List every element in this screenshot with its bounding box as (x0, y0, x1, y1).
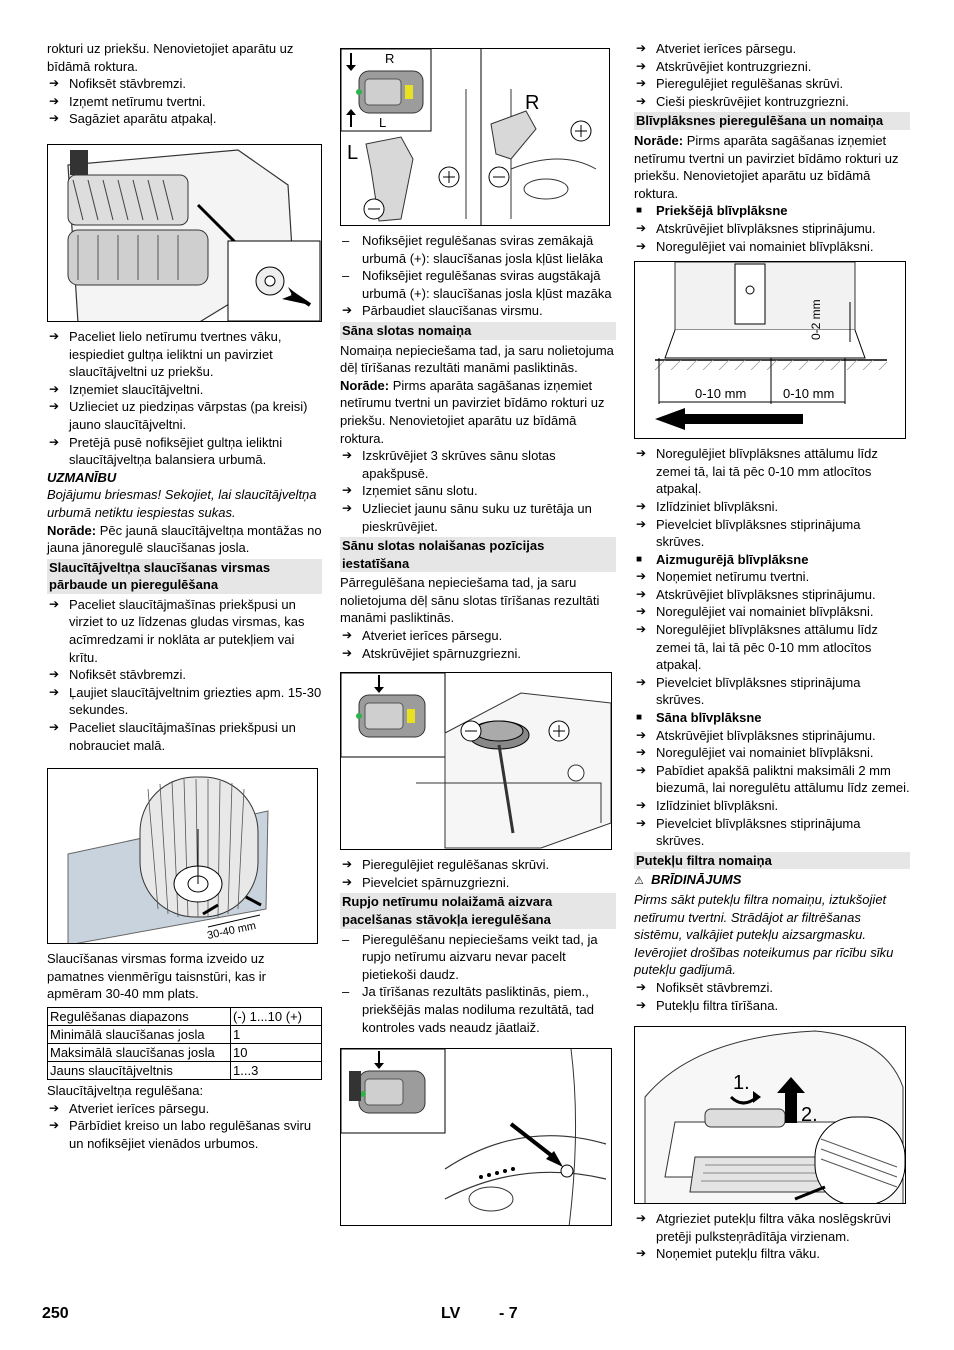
paragraph: Slaucītājveltņa regulēšana: (47, 1083, 204, 1098)
dash-item: – Pieregulēšanu nepieciešams veikt tad, ja rupjo netīrumu aizvaru nevar pacelt pietiekoši daudz. (340, 931, 616, 984)
section-heading: Sānu slotas nolaišanas pozīcijas iestatīšana (340, 537, 616, 572)
warning-text: Pirms sākt putekļu filtra nomaiņu, iztukšojiet netīrumu tvertni. Strādājot ar filtrēšanas sistēmu, valkājiet putekļu aizsargmasku. Ievērojiet drošības noteikumus par rīcību sīku putekļu gadījumā. (634, 891, 894, 978)
note-label: Norāde: (634, 132, 684, 148)
direction-arrow-icon (655, 408, 803, 430)
step: ➔ Paceliet slaucītājmašīnas priekšpusi un virziet to uz līdzenas gludas virsmas, kas acīmredzami ir noklāta ar putekļiem vai krītu. (47, 596, 322, 666)
step: ➔ Sagāziet aparātu atpakaļ. (47, 110, 322, 128)
step: ➔ Pievelciet blīvplāksnes stiprinājuma skrūves. (634, 674, 910, 709)
dash-item: – Nofiksējiet regulēšanas sviras zemākajā urbumā (+): slaucīšanas josla kļūst lielāka (340, 232, 616, 267)
note-label: Norāde: (47, 522, 97, 538)
table-cell: Maksimālā slaucīšanas josla (48, 1044, 231, 1062)
table-cell: 1...3 (231, 1062, 322, 1080)
step: ➔ Atskrūvējiet blīvplāksnes stiprinājumu. (634, 220, 910, 238)
table-row (48, 1008, 322, 1026)
step: ➔ Nofiksēt stāvbremzi. (47, 666, 322, 684)
note (47, 522, 322, 557)
section-heading: Slaucītājveltņa slaucīšanas virsmas pārbaude un pieregulēšana (47, 559, 322, 594)
step: ➔ Noregulējiet vai nomainiet blīvplāksni. (634, 238, 910, 256)
dash-item: – Nofiksējiet regulēšanas sviras augstākajā urbumā (+): slaucīšanas josla kļūst mazāka (340, 267, 616, 302)
paragraph: Nomaiņa nepieciešama tad, ja saru nolietojuma dēļ tīrīšanas rezultāti manāmi pasliktinās. (340, 342, 614, 376)
step: ➔ Pievelciet blīvplāksnes stiprinājuma skrūves. (634, 815, 910, 850)
section-heading: Sāna slotas nomaiņa (340, 322, 616, 340)
language-code: LV (441, 1305, 461, 1322)
step: ➔ Noņemiet netīrumu tvertni. (634, 568, 910, 586)
column-left (47, 40, 322, 1152)
step: ➔ Noregulējiet blīvplāksnes attālumu līdz zemei tā, lai tā pēc 0-10 mm atlocītos atpakaļ. (634, 445, 910, 498)
step: ➔ Pretējā pusē nofiksējiet gultņa ieliktni slaucītājveltņa balansiera urbumā. (47, 434, 322, 469)
step: ➔ Pieregulējiet regulēšanas skrūvi. (340, 856, 616, 874)
figure-side-broom-adjust (340, 672, 612, 850)
step: ➔ Nofiksēt stāvbremzi. (47, 75, 322, 93)
sub-page-number: - 7 (499, 1305, 518, 1322)
subheading: ■ Sāna blīvplāksne (634, 709, 910, 727)
fig-label-0-10mm-left: 0-10 mm (695, 386, 747, 402)
step: ➔ Atskrūvējiet blīvplāksnes stiprinājumu. (634, 727, 910, 745)
step: ➔ Izņemiet sānu slotu. (340, 482, 616, 500)
figure-adjusting-levers (340, 48, 610, 226)
step: ➔ Paceliet lielo netīrumu tvertnes vāku, iespiediet gultņa ieliktni un pavirziet slaucītājveltni uz priekšu. (47, 328, 322, 381)
step: ➔ Atveriet ierīces pārsegu. (634, 40, 910, 58)
section-heading: Blīvplāksnes pieregulēšana un nomaiņa (634, 112, 910, 130)
note-text: Pēc jaunā slaucītājveltņa montāžas no jauna jānoregulē slaucīšanas josla. (47, 522, 322, 556)
step: ➔ Putekļu filtra tīrīšana. (634, 997, 910, 1015)
step: ➔ Izņemiet slaucītājveltni. (47, 381, 322, 399)
step: ➔ Pievelciet blīvplāksnes stiprinājuma skrūves. (634, 516, 910, 551)
fig-label-30-40mm: 30-40 mm (206, 920, 258, 943)
table-cell: Jauns slaucītājveltnis (48, 1062, 231, 1080)
fig-label-0-2mm: 0-2 mm (809, 299, 823, 341)
section-heading: Rupjo netīrumu nolaižamā aizvara pacelšanas stāvokļa ieregulēšana (340, 893, 616, 928)
note-label: Norāde: (340, 377, 390, 393)
column-middle (340, 40, 616, 1232)
step: ➔ Pievelciet spārnuzgriezni. (340, 874, 616, 892)
figure-sweeper-roller-removal (47, 144, 322, 322)
paragraph: Slaucīšanas virsmas forma izveido uz pamatnes vienmērīgu taisnstūri, kas ir apmēram 30-40 mm plats. (47, 951, 266, 1002)
step: ➔ Atveriet ierīces pārsegu. (340, 627, 616, 645)
step: ➔ Pieregulējiet regulēšanas skrūvi. (634, 75, 910, 93)
label-l-big: L (347, 142, 359, 164)
table-cell: 10 (231, 1044, 322, 1062)
table-row (48, 1062, 322, 1080)
step: ➔ Pārbaudiet slaucīšanas virsmu. (340, 302, 616, 320)
subheading: ■ Aizmugurējā blīvplāksne (634, 551, 910, 569)
step: ➔ Noregulējiet vai nomainiet blīvplāksni. (634, 744, 910, 762)
step: ➔ Paceliet slaucītājmašīnas priekšpusi un nobrauciet malā. (47, 719, 322, 754)
note-text: Pirms aparāta sagāšanas izņemiet netīrumu tvertni un pavirziet bīdāmo rokturi uz priekšu. Nenovietojiet aparātu uz bīdāmā roktura. (634, 132, 899, 201)
table-cell: (-) 1...10 (+) (231, 1008, 322, 1026)
section-heading: Putekļu filtra nomaiņa (634, 852, 910, 870)
step: ➔ Noņemiet putekļu filtra vāku. (634, 1245, 910, 1263)
note (340, 377, 616, 447)
page-number: 250 (42, 1305, 69, 1322)
warning-icon: ⚠ (634, 875, 644, 888)
step: ➔ Ļaujiet slaucītājveltnim griezties apm. 15-30 sekundes. (47, 684, 322, 719)
step: ➔ Noregulējiet vai nomainiet blīvplāksni. (634, 603, 910, 621)
table-cell: Minimālā slaucīšanas josla (48, 1026, 231, 1044)
step-one-label: 1. (733, 1072, 750, 1095)
table-cell: Regulēšanas diapazons (48, 1008, 231, 1026)
caution-text: Bojājumu briesmas! Sekojiet, lai slaucītājveltņa urbumā netiktu iespiestas sukas. (47, 487, 317, 520)
step: ➔ Uzlieciet jaunu sānu suku uz turētāja un pieskrūvējiet. (340, 500, 616, 535)
figure-flap-adjust (340, 1048, 612, 1226)
fig-label-0-10mm-right: 0-10 mm (783, 386, 835, 402)
label-r-small: R (385, 51, 395, 66)
note (634, 132, 910, 202)
column-right (634, 40, 910, 1263)
table-row (48, 1044, 322, 1062)
step: ➔ Uzlieciet uz piedziņas vārpstas (pa kreisi) jauno slaucītājveltni. (47, 398, 322, 433)
label-r-big: R (525, 92, 540, 114)
subheading: ■ Priekšējā blīvplāksne (634, 202, 910, 220)
step: ➔ Noregulējiet blīvplāksnes attālumu līdz zemei tā, lai tā pēc 0-10 mm atlocītos atpakaļ. (634, 621, 910, 674)
warning-title (634, 871, 910, 891)
step-two-label: 2. (801, 1104, 818, 1127)
step: ➔ Pārbīdiet kreiso un labo regulēšanas sviru un nofiksējiet vienādos urbumos. (47, 1117, 322, 1152)
step: ➔ Atskrūvējiet spārnuzgriezni. (340, 645, 616, 663)
step: ➔ Atskrūvējiet blīvplāksnes stiprinājumu. (634, 586, 910, 604)
step: ➔ Izskrūvējiet 3 skrūves sānu slotas apakšpusē. (340, 447, 616, 482)
step: ➔ Atveriet ierīces pārsegu. (47, 1100, 322, 1118)
step: ➔ Izlīdziniet blīvplāksni. (634, 498, 910, 516)
step: ➔ Atskrūvējiet kontruzgriezni. (634, 58, 910, 76)
step: ➔ Nofiksēt stāvbremzi. (634, 979, 910, 997)
caution-title: UZMANĪBU (47, 469, 117, 485)
step: ➔ Izņemt netīrumu tvertni. (47, 93, 322, 111)
note-text: Pirms aparāta sagāšanas izņemiet netīrumu tvertni un pavirziet bīdāmo rokturi uz priekšu. Nenovietojiet aparātu uz bīdāmā roktura. (340, 377, 605, 446)
dash-item: – Ja tīrīšanas rezultāts pasliktinās, piem., priekšējās malas nodiluma rezultātā, tad kontroles vads neaudz jāatlaiž. (340, 983, 616, 1036)
label-l-small: L (379, 115, 387, 130)
step: ➔ Pabīdiet apakšā paliktni maksimāli 2 mm biezumā, lai noregulētu attālumu līdz zemei. (634, 762, 910, 797)
figure-sealing-strip (634, 261, 906, 439)
paragraph: Pārregulēšana nepieciešama tad, ja saru nolietojuma dēļ sānu slotas tīrīšanas rezultāti manāmi pasliktinās. (340, 575, 600, 626)
table-row (48, 1026, 322, 1044)
figure-dust-filter (634, 1026, 906, 1204)
step: ➔ Cieši pieskrūvējiet kontruzgriezni. (634, 93, 910, 111)
intro-text: rokturi uz priekšu. Nenovietojiet aparātu uz bīdāmā roktura. (47, 41, 294, 74)
step: ➔ Izlīdziniet blīvplāksni. (634, 797, 910, 815)
figure-sweeping-surface (47, 768, 318, 944)
step: ➔ Atgrieziet putekļu filtra vāka noslēgskrūvi pretēji pulksteņrādītāja virzienam. (634, 1210, 910, 1245)
table-cell: 1 (231, 1026, 322, 1044)
warning-title-text: BRĪDINĀJUMS (651, 872, 742, 888)
settings-table (47, 1007, 322, 1080)
